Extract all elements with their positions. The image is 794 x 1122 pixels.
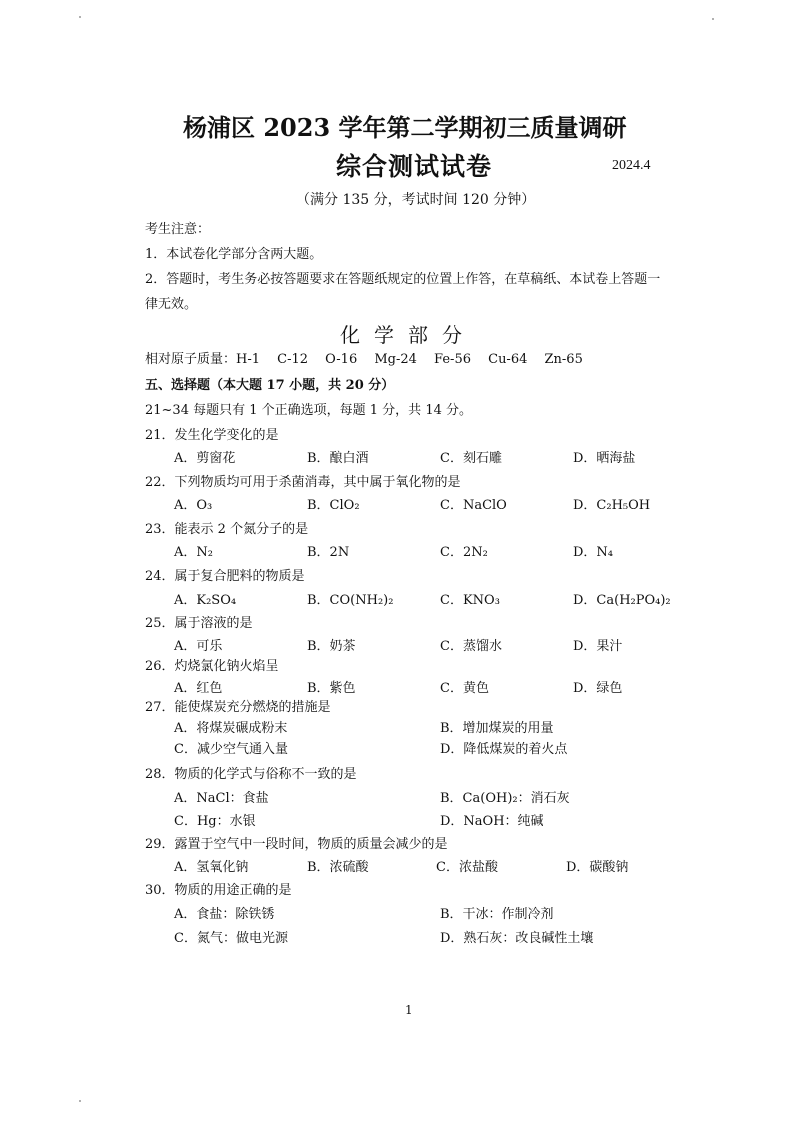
option-c: C．2N₂	[440, 545, 488, 560]
question-stem: 23．能表示 2 个氮分子的是	[145, 522, 309, 537]
option-a: A．红色	[174, 681, 223, 696]
option-c: C．浓盐酸	[436, 860, 498, 875]
option-a: A．氢氧化钠	[174, 860, 249, 875]
option-b: B．CO(NH₂)₂	[307, 593, 394, 608]
option-c: C．减少空气通入量	[174, 742, 288, 757]
option-c: C．黄色	[440, 681, 489, 696]
notice-item-2-cont: 律无效。	[145, 297, 198, 312]
option-a: A．可乐	[174, 639, 223, 654]
option-b: B．奶茶	[307, 639, 356, 654]
scan-speck	[79, 1100, 81, 1102]
page-number: 1	[405, 1003, 413, 1017]
option-d: D．熟石灰：改良碱性土壤	[440, 931, 594, 946]
section-title: 化学部分	[340, 323, 476, 347]
question-stem: 28．物质的化学式与俗称不一致的是	[145, 767, 357, 782]
option-b: B．干冰：作制冷剂	[440, 907, 554, 922]
option-b: B．Ca(OH)₂：消石灰	[440, 791, 570, 806]
option-d: D．绿色	[573, 681, 623, 696]
option-b: B．酿白酒	[307, 451, 369, 466]
option-a: A．将煤炭碾成粉末	[174, 721, 288, 736]
option-b: B．紫色	[307, 681, 356, 696]
option-d: D．碳酸钠	[566, 860, 629, 875]
scan-speck	[712, 18, 714, 20]
option-a: A．O₃	[174, 498, 213, 513]
question-stem: 29．露置于空气中一段时间，物质的质量会减少的是	[145, 837, 448, 852]
question-stem: 22．下列物质均可用于杀菌消毒，其中属于氧化物的是	[145, 475, 461, 490]
exam-info: （满分 135 分，考试时间 120 分钟）	[296, 192, 536, 208]
exam-date: 2024.4	[612, 158, 651, 173]
option-c: C．刻石雕	[440, 451, 502, 466]
option-d: D．C₂H₅OH	[573, 498, 651, 513]
option-c: C．氮气：做电光源	[174, 931, 288, 946]
exam-title: 杨浦区 2023 学年第二学期初三质量调研	[183, 113, 627, 142]
option-b: B．ClO₂	[307, 498, 360, 513]
option-a: A．K₂SO₄	[174, 593, 237, 608]
option-d: D．Ca(H₂PO₄)₂	[573, 593, 671, 608]
option-c: C．Hg：水银	[174, 814, 256, 829]
notice-item-2: 2．答题时，考生务必按答题要求在答题纸规定的位置上作答，在草稿纸、本试卷上答题一	[145, 272, 661, 287]
option-d: D．果汁	[573, 639, 623, 654]
option-c: C．KNO₃	[440, 593, 500, 608]
part-instruction: 21~34 每题只有 1 个正确选项，每题 1 分，共 14 分。	[145, 403, 472, 418]
option-b: B．2N	[307, 545, 350, 560]
atomic-mass: 相对原子质量：H-1 C-12 O-16 Mg-24 Fe-56 Cu-64 Zn-65	[145, 352, 583, 367]
question-stem: 25．属于溶液的是	[145, 616, 253, 631]
notice-heading: 考生注意：	[145, 222, 211, 237]
option-d: D．晒海盐	[573, 451, 636, 466]
option-d: D．降低煤炭的着火点	[440, 742, 568, 757]
option-a: A．剪窗花	[174, 451, 236, 466]
question-stem: 21．发生化学变化的是	[145, 428, 279, 443]
question-stem: 30．物质的用途正确的是	[145, 883, 292, 898]
question-stem: 27．能使煤炭充分燃烧的措施是	[145, 700, 331, 715]
part-title: 五、选择题（本大题 17 小题，共 20 分）	[145, 378, 395, 393]
option-a: A．NaCl：食盐	[174, 791, 269, 806]
notice-item-1: 1．本试卷化学部分含两大题。	[145, 247, 323, 262]
exam-subtitle: 综合测试试卷	[336, 152, 493, 181]
option-c: C．蒸馏水	[440, 639, 502, 654]
option-a: A．N₂	[174, 545, 213, 560]
option-c: C．NaClO	[440, 498, 507, 513]
option-d: D．NaOH：纯碱	[440, 814, 544, 829]
option-b: B．增加煤炭的用量	[440, 721, 554, 736]
question-stem: 24．属于复合肥料的物质是	[145, 569, 305, 584]
option-b: B．浓硫酸	[307, 860, 369, 875]
option-a: A．食盐：除铁锈	[174, 907, 275, 922]
question-stem: 26．灼烧氯化钠火焰呈	[145, 659, 279, 674]
option-d: D．N₄	[573, 545, 614, 560]
scan-speck	[79, 16, 81, 18]
